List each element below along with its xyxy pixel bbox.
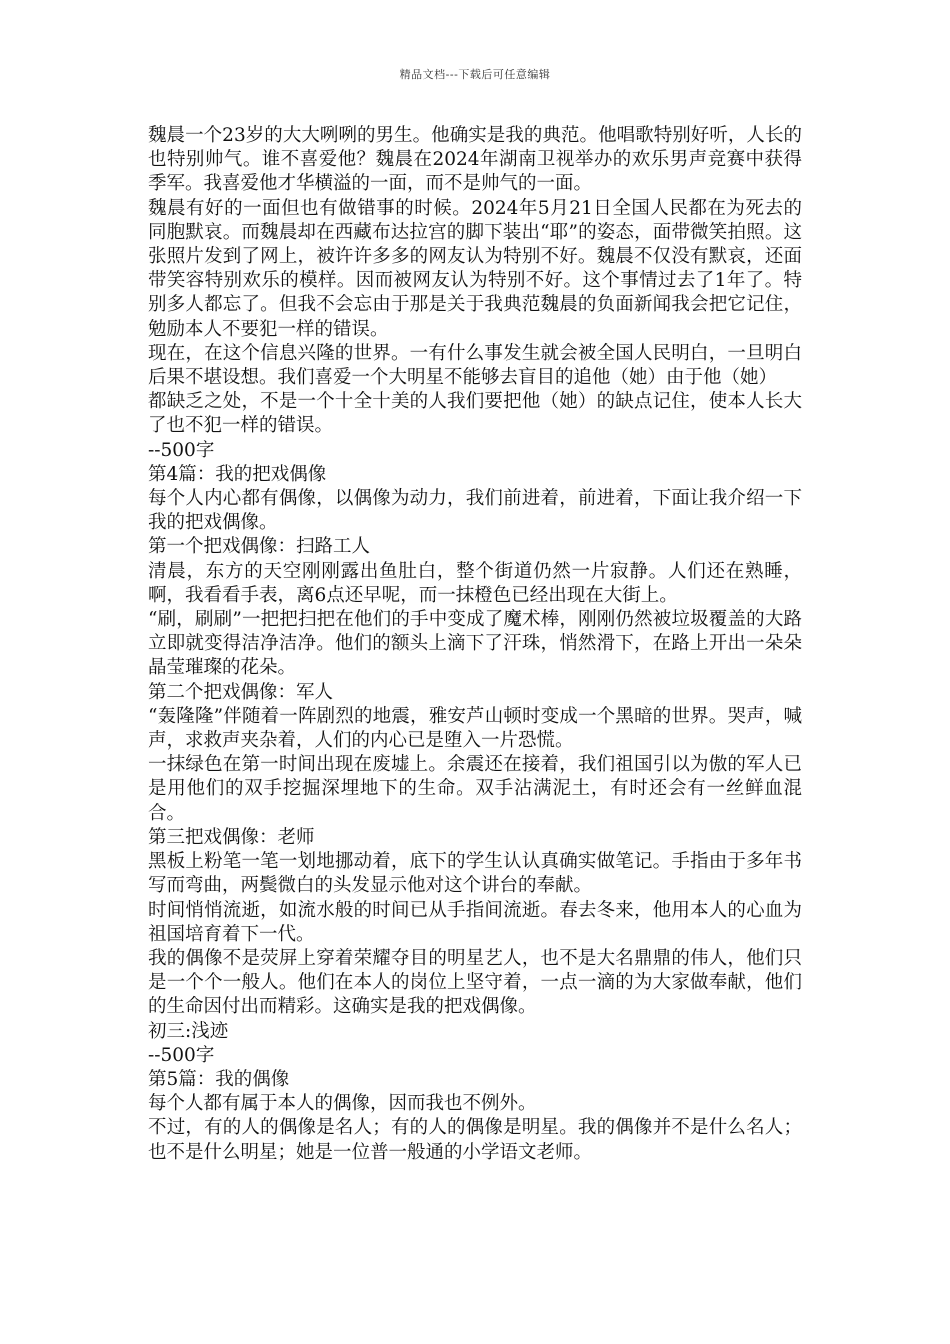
section-title: 第4篇：我的把戏偶像 xyxy=(148,463,327,485)
paragraph: 我的偶像不是荧屏上穿着荣耀夺目的明星艺人，也不是大名鼎鼎的伟人，他们只是一个个一般人。他们在本人的岗位上坚守着，一点一滴的为大家做奉献，他们的生命因付出而精彩。这确实是我的把戏偶像。 xyxy=(148,947,802,1018)
paragraph: 魏晨有好的一面但也有做错事的时候。2024年5月21日全国人民都在为死去的同胞默哀。而魏晨却在西藏布达拉宫的脚下装出“耶”的姿态，面带微笑拍照。这张照片发到了网上，被许许多多的网友认为特别不好。魏晨不仅没有默哀，还面带笑容特别欢乐的模样。因而被网友认为特别不好。这个事情过去了1年了。特别多人都忘了。但我不会忘由于那是关于我典范魏晨的负面新闻我会把它记住，勉励本人不要犯一样的错误。 xyxy=(148,197,802,340)
paragraph: 黑板上粉笔一笔一划地挪动着，底下的学生认认真确实做笔记。手指由于多年书写而弯曲，两鬓微白的头发显示他对这个讲台的奉献。 xyxy=(148,851,802,897)
paragraph: 每个人内心都有偶像，以偶像为动力，我们前进着，前进着，下面让我介绍一下我的把戏偶像。 xyxy=(148,488,802,534)
paragraph: 时间悄悄流逝，如流水般的时间已从手指间流逝。春去冬来，他用本人的心血为祖国培育着下一代。 xyxy=(148,899,802,945)
paragraph: “刷，刷刷”一把把扫把在他们的手中变成了魔术棒，刚刚仍然被垃圾覆盖的大路立即就变得洁净洁净。他们的额头上滴下了汗珠，悄然滑下，在路上开出一朵朵晶莹璀璨的花朵。 xyxy=(148,609,802,679)
page-header: 精品文档---下载后可任意编辑 xyxy=(399,68,551,81)
subheading: 第三把戏偶像：老师 xyxy=(148,826,315,848)
paragraph: 每个人都有属于本人的偶像，因而我也不例外。 xyxy=(148,1093,537,1115)
subheading: 第二个把戏偶像：军人 xyxy=(148,681,334,703)
document-body xyxy=(148,124,802,1165)
subheading: 第一个把戏偶像：扫路工人 xyxy=(148,536,371,558)
paragraph: 魏晨一个23岁的大大咧咧的男生。他确实是我的典范。他唱歌特别好听，人长的也特别帅气。谁不喜爱他？魏晨在2024年湖南卫视举办的欢乐男声竞赛中获得季军。我喜爱他才华横溢的一面，而不是帅气的一面。 xyxy=(148,125,802,195)
word-count: --500字 xyxy=(148,1044,215,1066)
word-count: --500字 xyxy=(148,439,215,461)
paragraph: “轰隆隆”伴随着一阵剧烈的地震，雅安芦山顿时变成一个黑暗的世界。哭声，喊声，求救声夹杂着，人们的内心已是堕入一片恐慌。 xyxy=(148,705,802,752)
paragraph: 清晨，东方的天空刚刚露出鱼肚白，整个街道仍然一片寂静。人们还在熟睡，啊，我看看手表，离6点还早呢，而一抹橙色已经出现在大街上。 xyxy=(148,560,802,606)
paragraph: 现在，在这个信息兴隆的世界。一有什么事发生就会被全国人民明白，一旦明白后果不堪设想。我们喜爱一个大明星不能够去盲目的追他（她）由于他（她） xyxy=(148,342,802,389)
paragraph: 都缺乏之处，不是一个十全十美的人我们要把他（她）的缺点记住，使本人长大了也不犯一样的错误。 xyxy=(148,391,802,437)
paragraph: 不过，有的人的偶像是名人；有的人的偶像是明星。我的偶像并不是什么名人；也不是什么明星；她是一位普一般通的小学语文老师。 xyxy=(148,1117,802,1163)
paragraph: 一抹绿色在第一时间出现在废墟上。余震还在接着，我们祖国引以为傲的军人已是用他们的双手挖掘深埋地下的生命。双手沾满泥土，有时还会有一丝鲜血混合。 xyxy=(148,754,802,824)
section-title: 第5篇：我的偶像 xyxy=(148,1068,290,1090)
author-line: 初三:浅迹 xyxy=(148,1020,229,1042)
